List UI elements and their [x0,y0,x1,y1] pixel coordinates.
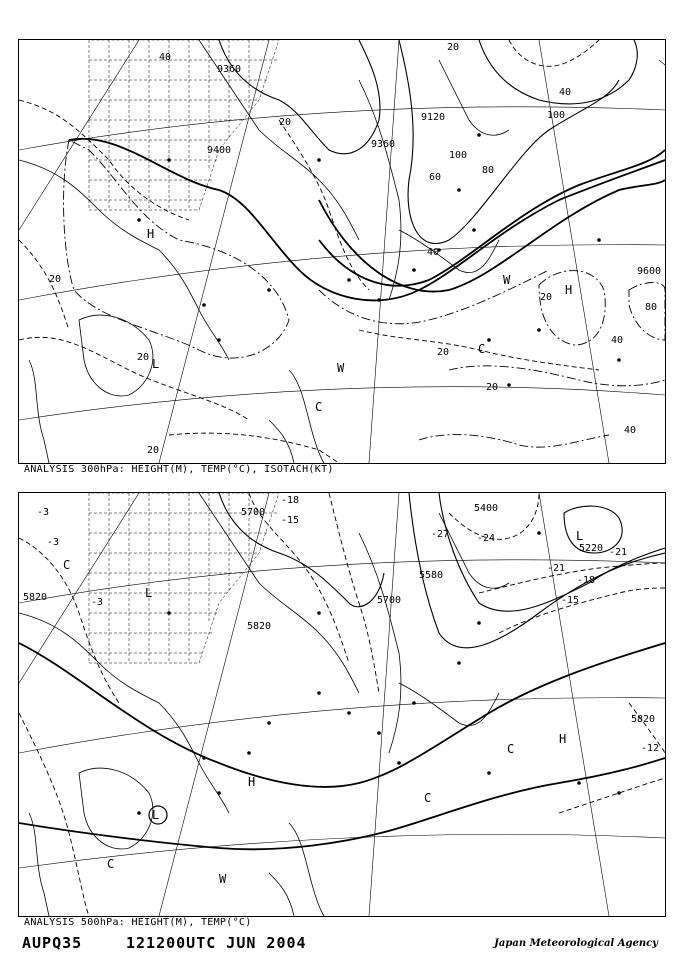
isotach-label: 100 [547,110,566,121]
pressure-centers [63,529,583,886]
temperature-label: -3 [37,507,50,518]
station-markers [137,133,624,387]
temperature-label: -21 [609,547,628,558]
isotach-label: 20 [447,42,460,53]
coastlines [19,493,509,916]
high-center-label: H [147,227,155,241]
isotach-label: 60 [429,172,442,183]
temperature-label: -3 [47,537,60,548]
map-300hpa-svg [19,40,665,463]
cold-center-label: C [424,791,432,805]
temperature-label: -27 [431,529,450,540]
isotach-label: 20 [49,274,62,285]
low-center-label: L [152,357,160,371]
isotach-label: 80 [482,165,495,176]
height-label: 5700 [241,507,266,518]
height-labels [23,503,655,725]
low-center-label: L [145,586,153,600]
height-label: 5820 [23,592,48,603]
isotach-label: 20 [137,352,150,363]
isotherm-contours [19,40,599,463]
warm-center-label: W [503,273,511,287]
isotach-label: 80 [645,302,658,313]
isotach-label: 20 [486,382,499,393]
height-contours [19,493,665,849]
height-label: 9120 [421,112,446,123]
graticule [19,493,665,916]
isotach-label: 20 [279,117,292,128]
low-center-label: L [152,808,160,822]
height-label: 9360 [371,139,396,150]
isotherm-contours [19,493,665,916]
bottom-panel-caption: ANALYSIS 500hPa: HEIGHT(M), TEMP(°C) [24,917,252,928]
isotach-label: 20 [437,347,450,358]
valid-time: 121200UTC JUN 2004 [126,934,307,952]
height-label: 9360 [217,64,242,75]
map-500hpa-svg [19,493,665,916]
cold-center-label: C [63,558,71,572]
agency-name: Japan Meteorological Agency [494,938,658,949]
chart-id: AUPQ35 [22,934,83,952]
height-label: 5400 [474,503,499,514]
temperature-label: -18 [281,495,300,506]
isotach-label: 40 [624,425,637,436]
temperature-label: -18 [577,575,596,586]
temperature-label: -3 [91,597,104,608]
isotach-label: 40 [159,52,172,63]
map-panel-300hpa [18,39,666,464]
isotach-label: 100 [449,150,468,161]
high-center-label: H [565,283,573,297]
warm-center-label: W [337,361,345,375]
temperature-label: -15 [281,515,300,526]
height-label: 5820 [631,714,656,725]
hatched-region [89,493,279,663]
isotach-label: 40 [559,87,572,98]
height-label: 9400 [207,145,232,156]
map-panel-500hpa [18,492,666,917]
temperature-label: -15 [561,595,580,606]
cold-center-label: C [478,342,486,356]
height-label: 5700 [377,595,402,606]
temperature-label: -21 [547,563,566,574]
isotach-label: 20 [147,445,160,456]
height-label: 9600 [637,266,662,277]
height-labels [207,64,661,277]
cold-center-label: C [315,400,323,414]
height-label: 5580 [419,570,444,581]
cold-center-label: C [507,742,515,756]
height-label: 5220 [579,543,604,554]
temperature-label: -24 [477,533,496,544]
temperature-label: -12 [641,743,660,754]
warm-center-label: W [219,872,227,886]
hatched-region [89,40,279,210]
low-center-label: L [576,529,584,543]
isotach-label: 40 [427,247,440,258]
isotach-label: 20 [540,292,553,303]
isotach-label: 40 [611,335,624,346]
top-panel-caption: ANALYSIS 300hPa: HEIGHT(M), TEMP(°C), ISOTACH(KT) [24,464,334,475]
height-label: 5820 [247,621,272,632]
high-center-label: H [559,732,567,746]
cold-center-label: C [107,857,115,871]
high-center-label: H [248,775,256,789]
